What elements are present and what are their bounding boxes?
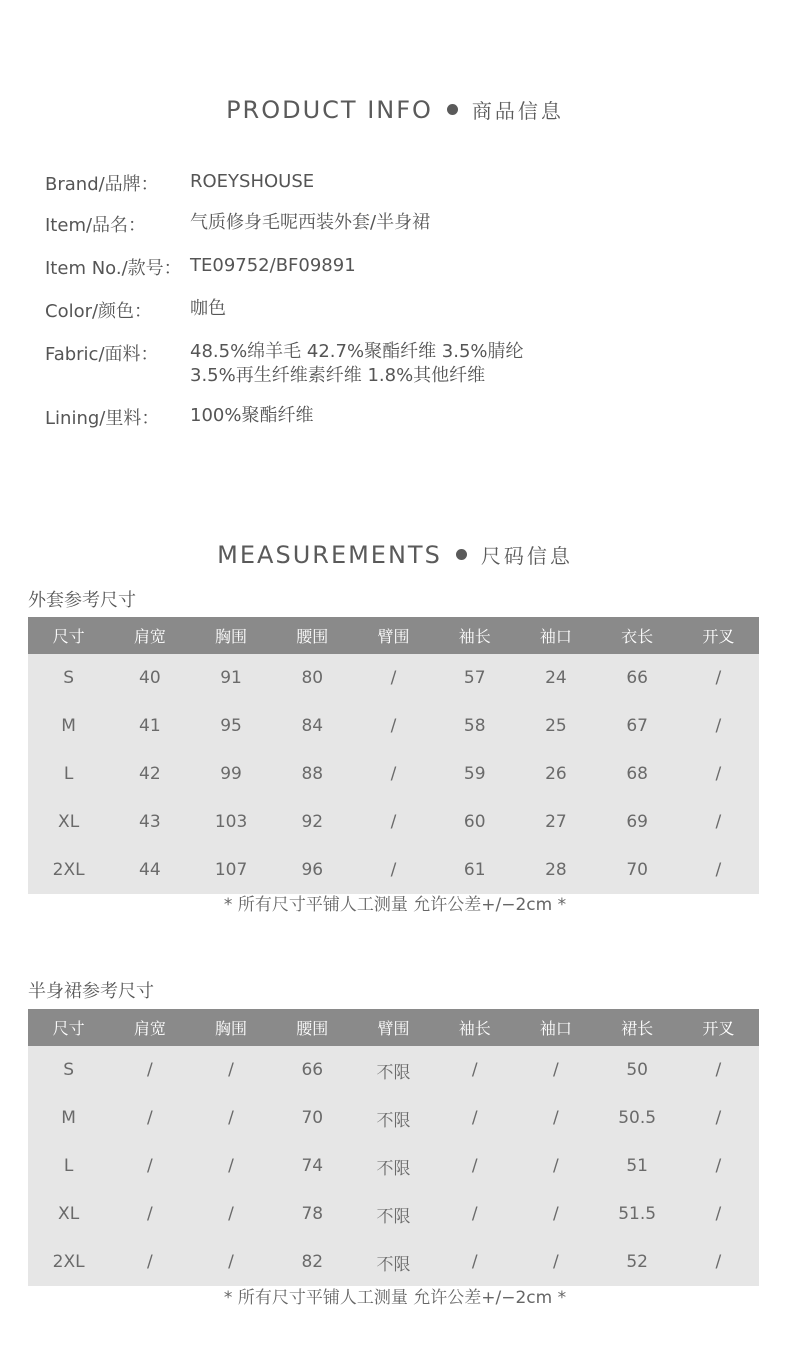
table-cell: / <box>228 1108 234 1128</box>
header-cell: 臂围 <box>353 1009 434 1046</box>
table-cell: S <box>63 668 74 688</box>
measurements-title-en: MEASUREMENTS <box>217 540 442 569</box>
info-label: Color/颜色： <box>45 301 153 322</box>
table-cell: S <box>63 1060 74 1080</box>
table-cell: 70 <box>626 860 648 880</box>
skirt-size-table <box>28 1009 759 1286</box>
info-row-color <box>45 297 226 323</box>
header-cell: 腰围 <box>272 1009 353 1046</box>
table-cell: 60 <box>463 812 486 832</box>
table-row <box>28 846 759 894</box>
table-cell: 74 <box>301 1156 324 1176</box>
info-row-lining <box>45 404 313 430</box>
info-row-item-no <box>45 254 356 280</box>
table-cell: 44 <box>139 860 161 880</box>
info-value <box>190 340 524 388</box>
bullet-dot-icon <box>456 549 467 560</box>
table-cell: / <box>471 1156 478 1176</box>
table-cell: 66 <box>301 1060 324 1080</box>
table-cell: / <box>390 812 397 832</box>
table-cell: 42 <box>139 764 161 784</box>
header-cell: 胸围 <box>190 1009 271 1046</box>
table-row <box>28 1142 759 1190</box>
info-label: Brand/品牌： <box>45 174 159 195</box>
info-row-brand <box>45 170 314 196</box>
table-cell: 68 <box>626 764 648 784</box>
table-cell: / <box>390 764 397 784</box>
header-cell: 袖长 <box>434 1009 515 1046</box>
table-cell: / <box>228 1060 234 1080</box>
table-cell: / <box>228 1204 234 1224</box>
skirt-table-caption: 半身裙参考尺寸 <box>28 981 154 1002</box>
table-header-row <box>28 1009 759 1046</box>
measurements-title-cn: 尺码信息 <box>480 544 573 568</box>
table-cell: / <box>553 1108 559 1128</box>
table-row <box>28 750 759 798</box>
table-cell: 26 <box>545 764 567 784</box>
table-cell: / <box>390 668 397 688</box>
jacket-table-note: * 所有尺寸平铺人工测量 允许公差+/−2cm * <box>223 895 567 915</box>
table-cell: / <box>146 1252 153 1272</box>
table-row <box>28 798 759 846</box>
table-cell: 不限 <box>376 1062 411 1083</box>
table-cell: / <box>715 860 722 880</box>
table-cell: 59 <box>463 764 486 784</box>
product-info-title-en: PRODUCT INFO <box>226 95 433 124</box>
table-cell: XL <box>58 812 80 832</box>
table-cell: 88 <box>301 764 324 784</box>
measurements-title <box>0 540 790 569</box>
fabric-line-2: 3.5%再生纤维素纤维 1.8%其他纤维 <box>190 365 486 386</box>
table-cell: 92 <box>301 812 324 832</box>
table-cell: 69 <box>626 812 648 832</box>
table-cell: / <box>471 1204 478 1224</box>
table-cell: / <box>553 1252 559 1272</box>
table-cell: M <box>61 716 76 736</box>
table-cell: 107 <box>214 860 248 880</box>
table-cell: 41 <box>139 716 161 736</box>
info-row-fabric <box>45 340 524 388</box>
table-cell: / <box>471 1060 478 1080</box>
info-label: Fabric/面料： <box>45 344 159 365</box>
table-row <box>28 1238 759 1286</box>
table-cell: / <box>715 716 722 736</box>
table-cell: / <box>228 1156 234 1176</box>
header-cell: 开叉 <box>678 617 759 654</box>
table-cell: L <box>63 1156 74 1176</box>
table-cell: 57 <box>463 668 486 688</box>
table-cell: / <box>715 1108 722 1128</box>
table-cell: 99 <box>220 764 242 784</box>
header-cell: 腰围 <box>272 617 353 654</box>
table-cell: / <box>715 1156 722 1176</box>
table-cell: 58 <box>463 716 486 736</box>
table-cell: 28 <box>545 860 567 880</box>
table-row <box>28 1094 759 1142</box>
header-cell: 袖口 <box>515 1009 596 1046</box>
header-cell: 肩宽 <box>109 617 190 654</box>
header-cell: 开叉 <box>678 1009 759 1046</box>
header-cell: 臂围 <box>353 617 434 654</box>
table-cell: / <box>553 1156 559 1176</box>
table-cell: 84 <box>301 716 324 736</box>
table-cell: 70 <box>301 1108 324 1128</box>
table-cell: 不限 <box>376 1206 411 1227</box>
table-cell: / <box>471 1108 478 1128</box>
table-row <box>28 654 759 702</box>
header-cell: 胸围 <box>190 617 271 654</box>
bullet-dot-icon <box>447 104 458 115</box>
table-cell: / <box>553 1204 559 1224</box>
table-cell: XL <box>58 1204 80 1224</box>
table-cell: 2XL <box>52 1252 85 1272</box>
table-cell: 95 <box>220 716 242 736</box>
info-value: 咖色 <box>190 298 226 319</box>
info-value: TE09752/BF09891 <box>190 255 356 276</box>
table-cell: 51.5 <box>618 1204 657 1224</box>
fabric-line-1: 48.5%绵羊毛 42.7%聚酯纤维 3.5%腈纶 <box>190 341 524 362</box>
header-cell: 裙长 <box>597 1009 678 1046</box>
info-label: Lining/里料： <box>45 408 160 429</box>
header-cell: 袖长 <box>434 617 515 654</box>
header-cell: 衣长 <box>597 617 678 654</box>
table-cell: / <box>715 764 722 784</box>
table-cell: / <box>715 1204 722 1224</box>
table-row <box>28 702 759 750</box>
table-cell: L <box>63 764 74 784</box>
table-cell: / <box>146 1156 153 1176</box>
table-header-row <box>28 617 759 654</box>
table-cell: 61 <box>463 860 486 880</box>
table-cell: 91 <box>220 668 242 688</box>
table-cell: 96 <box>301 860 324 880</box>
table-cell: / <box>390 716 397 736</box>
table-cell: / <box>471 1252 478 1272</box>
table-cell: M <box>61 1108 76 1128</box>
table-cell: 50 <box>626 1060 648 1080</box>
table-cell: 不限 <box>376 1254 411 1275</box>
table-cell: / <box>715 812 722 832</box>
table-cell: / <box>553 1060 559 1080</box>
table-cell: / <box>146 1108 153 1128</box>
table-cell: / <box>390 860 397 880</box>
table-cell: 50.5 <box>618 1108 657 1128</box>
table-cell: / <box>715 1060 722 1080</box>
table-cell: 51 <box>626 1156 648 1176</box>
header-cell: 尺寸 <box>28 1009 109 1046</box>
table-cell: / <box>715 1252 722 1272</box>
table-cell: 43 <box>139 812 161 832</box>
info-value: ROEYSHOUSE <box>190 171 315 192</box>
info-row-item <box>45 211 430 237</box>
table-cell: 不限 <box>376 1158 411 1179</box>
table-cell: 25 <box>545 716 567 736</box>
header-cell: 尺寸 <box>28 617 109 654</box>
info-value: 气质修身毛呢西装外套/半身裙 <box>190 212 431 233</box>
product-info-title <box>0 95 790 124</box>
table-cell: 2XL <box>52 860 85 880</box>
table-row <box>28 1190 759 1238</box>
table-cell: 40 <box>139 668 161 688</box>
header-cell: 袖口 <box>515 617 596 654</box>
table-cell: 27 <box>545 812 567 832</box>
table-cell: 80 <box>301 668 324 688</box>
table-cell: 66 <box>626 668 648 688</box>
table-cell: 103 <box>214 812 248 832</box>
skirt-table-note: * 所有尺寸平铺人工测量 允许公差+/−2cm * <box>223 1288 567 1308</box>
info-label: Item/品名： <box>45 215 147 236</box>
table-cell: 52 <box>626 1252 648 1272</box>
table-cell: 24 <box>545 668 567 688</box>
table-cell: / <box>228 1252 234 1272</box>
table-cell: 78 <box>301 1204 324 1224</box>
table-cell: 67 <box>626 716 648 736</box>
info-label: Item No./款号： <box>45 258 182 279</box>
table-cell: / <box>146 1204 153 1224</box>
jacket-size-table <box>28 617 759 894</box>
table-cell: / <box>715 668 722 688</box>
header-cell: 肩宽 <box>109 1009 190 1046</box>
info-value: 100%聚酯纤维 <box>190 405 314 426</box>
table-cell: / <box>146 1060 153 1080</box>
table-cell: 82 <box>301 1252 324 1272</box>
product-info-title-cn: 商品信息 <box>471 99 564 123</box>
table-row <box>28 1046 759 1094</box>
table-cell: 不限 <box>376 1110 411 1131</box>
jacket-table-caption: 外套参考尺寸 <box>28 590 136 611</box>
